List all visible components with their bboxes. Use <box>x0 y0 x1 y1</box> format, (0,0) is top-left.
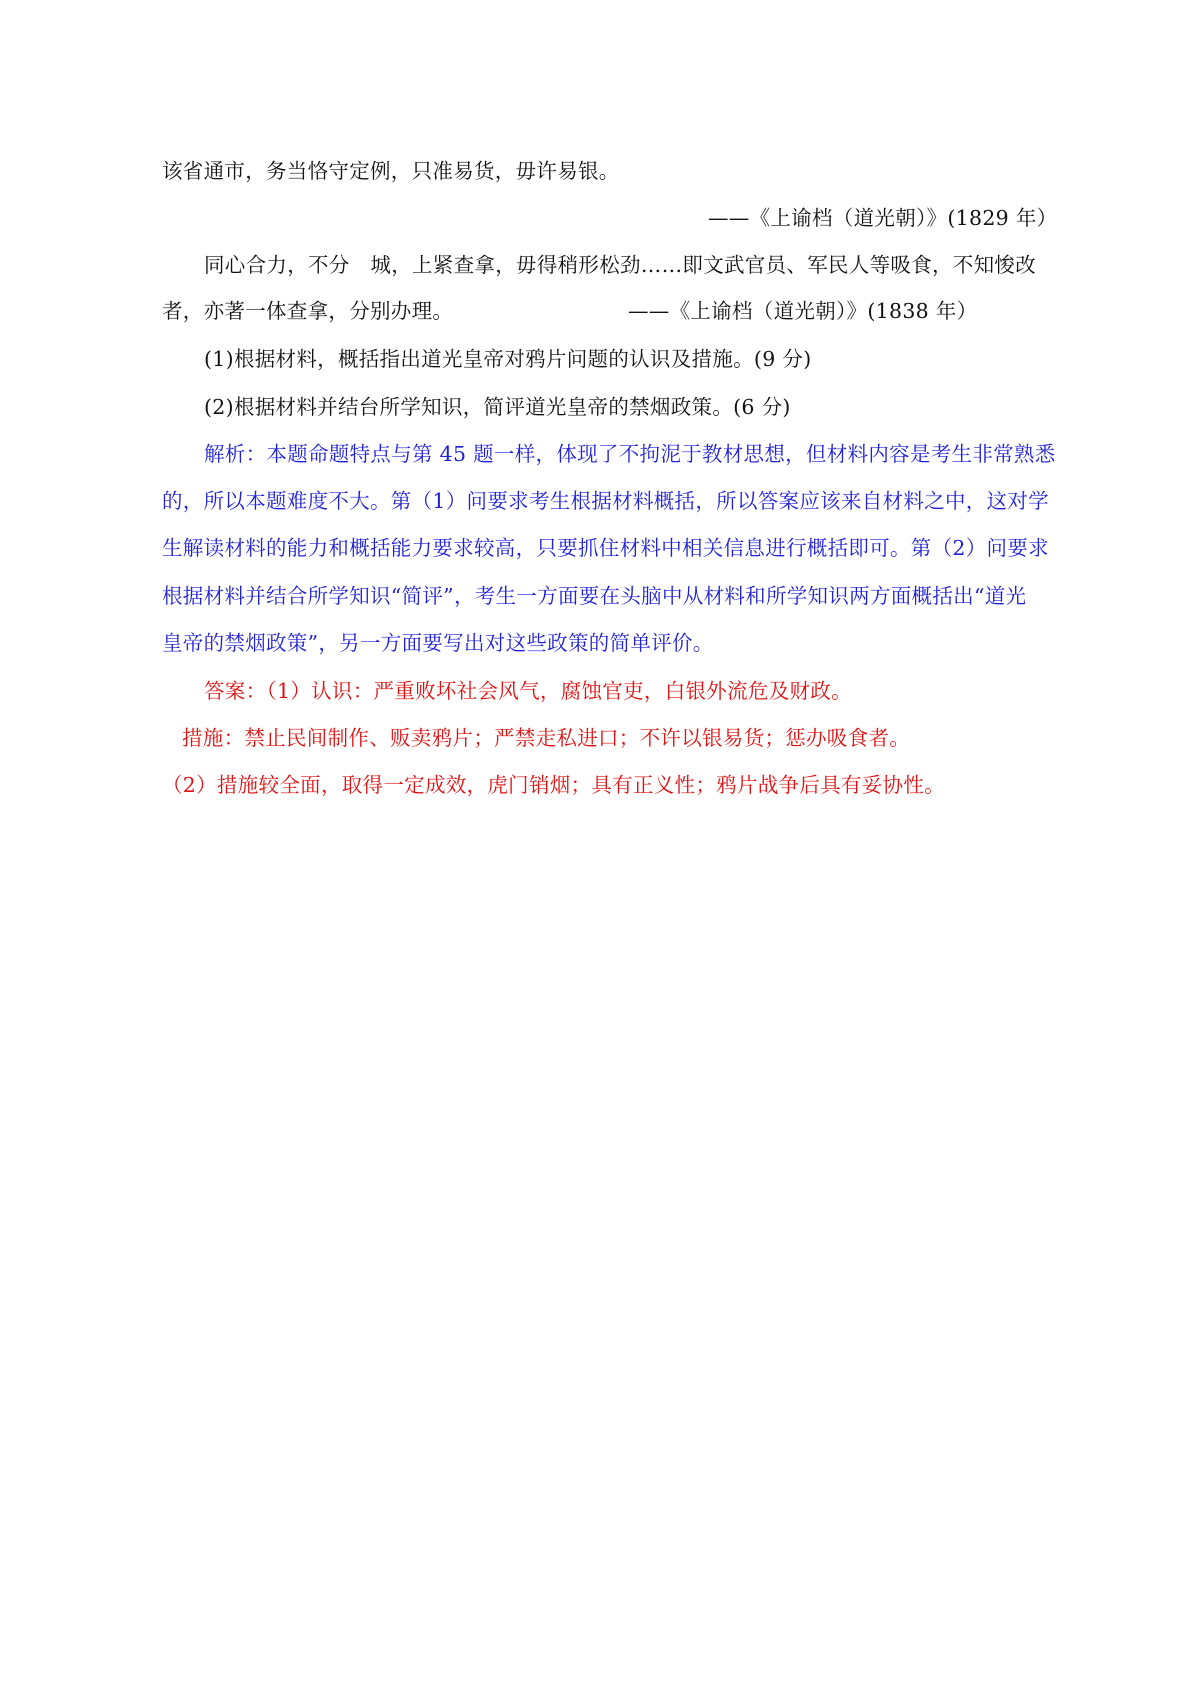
material-line-1: 该省通市，务当恪守定例，只准易货，毋许易银。 <box>162 159 620 183</box>
answer-line-3: （2）措施较全面，取得一定成效，虎门销烟；具有正义性；鸦片战争后具有妥协性。 <box>162 773 945 797</box>
analysis-line-1: 解析：本题命题特点与第 45 题一样，体现了不拘泥于教材思想，但材料内容是考生非常熟悉 <box>204 442 1056 466</box>
analysis-line-5: 皇帝的禁烟政策”，另一方面要写出对这些政策的简单评价。 <box>162 631 714 655</box>
material-source-1829: ——《上谕档（道光朝）》(1829 年） <box>708 206 1058 230</box>
analysis-line-2: 的，所以本题难度不大。第（1）问要求考生根据材料概括，所以答案应该来自材料之中，这对学 <box>162 489 1049 513</box>
analysis-line-4: 根据材料并结合所学知识“简评”，考生一方面要在头脑中从材料和所学知识两方面概括出“道光 <box>162 584 1027 608</box>
material-source-1838: ——《上谕档（道光朝）》(1838 年） <box>628 299 978 323</box>
question-2: (2)根据材料并结台所学知识，简评道光皇帝的禁烟政策。(6 分) <box>204 395 791 419</box>
question-1: (1)根据材料，概括指出道光皇帝对鸦片问题的认识及措施。(9 分) <box>204 347 812 371</box>
analysis-line-3: 生解读材料的能力和概括能力要求较高，只要抓住材料中相关信息进行概括即可。第（2）问要求 <box>162 536 1049 560</box>
material-line-2: 同心合力，不分 城，上紧查拿，毋得稍形松劲……即文武官员、军民人等吸食，不知悛改 <box>204 253 1036 277</box>
answer-line-1: 答案：（1）认识：严重败坏社会风气，腐蚀官吏，白银外流危及财政。 <box>204 679 852 703</box>
answer-line-2: 措施：禁止民间制作、贩卖鸦片；严禁走私进口；不许以银易货；惩办吸食者。 <box>182 726 910 750</box>
material-line-3: 者，亦著一体查拿，分别办理。 <box>162 299 454 323</box>
